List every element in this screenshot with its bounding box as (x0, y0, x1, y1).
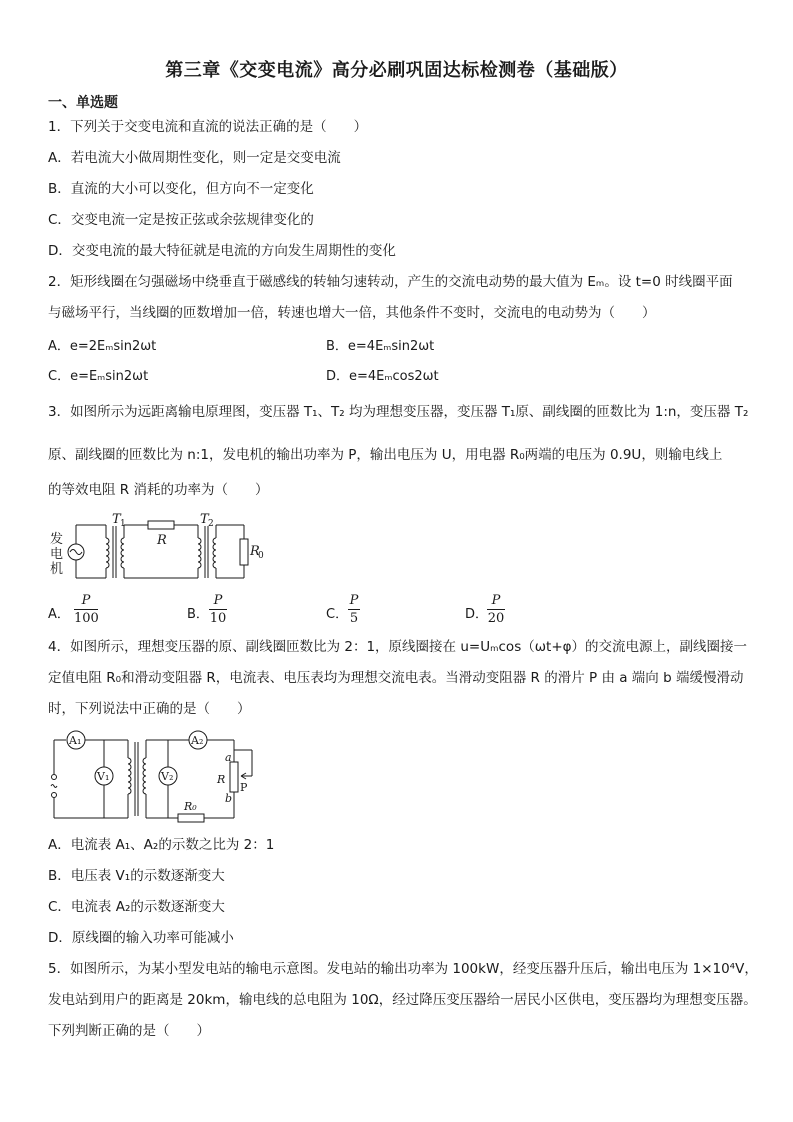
terminal-b-label: b (225, 792, 233, 805)
option-label: D． (465, 607, 489, 622)
q5-stem-line1: 5．如图所示，为某小型发电站的输电示意图。发电站的输出功率为 100kW，经变压器升压后，输出电压为 1×10⁴V， (48, 961, 758, 977)
resistor-r0 (178, 814, 204, 822)
r0-label: R₀ (184, 800, 197, 813)
fraction: P 5 (349, 593, 359, 626)
v1-label: V₁ (97, 770, 110, 783)
q3-stem-line3: 的等效电阻 R 消耗的功率为（ ） (48, 482, 269, 498)
q1-option-a[interactable]: A．若电流大小做周期性变化，则一定是交变电流 (48, 150, 341, 166)
terminal-a-label: a (225, 751, 232, 764)
gen-label-1: 发 (50, 532, 64, 547)
r0-label: R (250, 544, 260, 559)
source-terminal-bottom (52, 793, 57, 798)
q5-stem-line3: 下列判断正确的是（ ） (48, 1023, 210, 1039)
r-label: R (157, 533, 167, 548)
rheostat-label: R (217, 773, 226, 786)
resistor-r (148, 521, 174, 529)
option-label: A． (48, 607, 70, 622)
q1-stem: 1．下列关于交变电流和直流的说法正确的是（ ） (48, 119, 368, 135)
q5-stem-line2: 发电站到用户的距离是 20km，输电线的总电阻为 10Ω，经过降压变压器给一居民小区供电，变压器均为理想变压器。 (48, 992, 757, 1008)
option-label: C． (326, 607, 349, 622)
q1-option-d[interactable]: D．交变电流的最大特征就是电流的方向发生周期性的变化 (48, 243, 396, 259)
q2-stem-line1: 2．矩形线圈在匀强磁场中绕垂直于磁感线的转轴匀速转动，产生的交流电动势的最大值为 Eₘ。设 t=0 时线圈平面 (48, 274, 733, 290)
a2-label: A₂ (191, 734, 204, 747)
q1-option-c[interactable]: C．交变电流一定是按正弦或余弦规律变化的 (48, 212, 314, 228)
a1-label: A₁ (69, 734, 82, 747)
q1-option-b[interactable]: B．直流的大小可以变化，但方向不一定变化 (48, 181, 314, 197)
resistor-r0 (240, 539, 248, 565)
t1-sub: 1 (120, 519, 126, 529)
slider-p-label: P (240, 781, 248, 794)
rheostat-r (230, 762, 238, 792)
q2-option-c[interactable]: C．e=Eₘsin2ωt (48, 369, 149, 384)
q3-circuit-diagram (48, 512, 264, 584)
q4-stem-line1: 4．如图所示，理想变压器的原、副线圈匝数比为 2：1，原线圈接在 u=Uₘcos（ωt+φ）的交流电源上，副线圈接一 (48, 639, 748, 655)
v2-label: V₂ (161, 770, 174, 783)
r0-sub: 0 (258, 551, 264, 561)
t2-label: T (200, 512, 209, 527)
fraction: P 10 (209, 593, 227, 626)
q4-stem-line3: 时，下列说法中正确的是（ ） (48, 701, 251, 717)
q4-option-b[interactable]: B．电压表 V₁的示数逐渐变大 (48, 868, 225, 884)
q4-option-d[interactable]: D．原线圈的输入功率可能减小 (48, 930, 234, 946)
q4-option-c[interactable]: C．电流表 A₂的示数逐渐变大 (48, 899, 225, 915)
t2-sub: 2 (208, 519, 214, 529)
page-title: 第三章《交变电流》高分必刷巩固达标检测卷（基础版） (165, 60, 628, 81)
q4-option-a[interactable]: A．电流表 A₁、A₂的示数之比为 2：1 (48, 837, 275, 853)
q3-stem-line1: 3．如图所示为远距离输电原理图，变压器 T₁、T₂ 均为理想变压器，变压器 T₁原、副线圈的匝数比为 1:n，变压器 T₂ (48, 404, 749, 420)
option-label: B． (187, 607, 209, 622)
q2-option-a[interactable]: A．e=2Eₘsin2ωt (48, 339, 157, 354)
gen-label-2: 电 (50, 547, 64, 562)
fraction: P 20 (487, 593, 505, 626)
source-terminal-top (52, 775, 57, 780)
q3-stem-line2: 原、副线圈的匝数比为 n:1，发电机的输出功率为 P，输出电压为 U，用电器 R₀两端的电压为 0.9U，则输电线上 (48, 447, 723, 463)
fraction: P 100 (74, 593, 99, 626)
section-heading: 一、单选题 (48, 95, 118, 111)
q2-option-d[interactable]: D．e=4Eₘcos2ωt (326, 369, 439, 384)
q2-stem-line2: 与磁场平行，当线圈的匝数增加一倍，转速也增大一倍，其他条件不变时，交流电的电动势为（ ） (48, 305, 656, 321)
q4-stem-line2: 定值电阻 R₀和滑动变阻器 R，电流表、电压表均为理想交流电表。当滑动变阻器 R 的滑片 P 由 a 端向 b 端缓慢滑动 (48, 670, 744, 686)
q4-circuit-diagram (48, 728, 268, 824)
t1-label: T (112, 512, 121, 527)
gen-label-3: 机 (50, 562, 64, 577)
q2-option-b[interactable]: B．e=4Eₘsin2ωt (326, 339, 435, 354)
